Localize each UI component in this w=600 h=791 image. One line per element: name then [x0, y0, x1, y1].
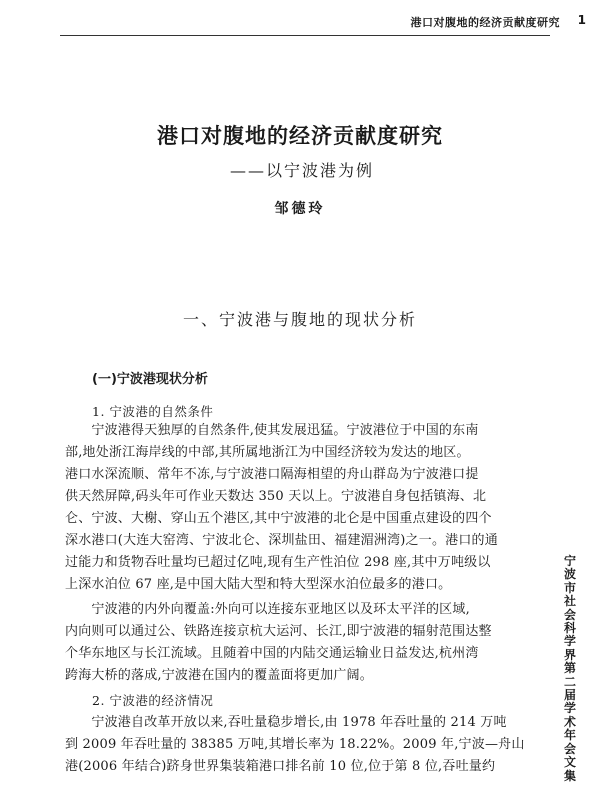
paragraph-line: 内向则可以通过公、铁路连接京杭大运河、长江,即宁波港的辐射范围达整 — [65, 624, 492, 639]
paragraph-line: 部,地处浙江海岸线的中部,其所属地浙江为中国经济较为发达的地区。 — [65, 445, 470, 460]
item-heading-economic-conditions: 2. 宁波港的经济情况 — [92, 693, 214, 708]
paragraph-line: 宁波港的内外向覆盖:外向可以连接东亚地区以及环太平洋的区域, — [65, 602, 470, 617]
header-divider — [60, 35, 550, 36]
paragraph-line: 跨海大桥的落成,宁波港在国内的覆盖面将更加广阔。 — [65, 668, 373, 683]
article-subtitle: ——以宁波港为例 — [230, 161, 375, 180]
paragraph-line: 供天然屏障,码头年可作业天数达 350 天以上。宁波港自身包括镇海、北 — [65, 489, 487, 504]
subsection-heading: (一)宁波港现状分析 — [92, 372, 208, 387]
article-title: 港口对腹地的经济贡献度研究 — [157, 123, 443, 148]
paragraph-line: 港口水深流顺、常年不冻,与宁波港口隔海相望的舟山群岛为宁波港口提 — [65, 467, 479, 482]
author-name: 邹德玲 — [274, 201, 326, 217]
paragraph-coverage — [65, 599, 545, 687]
paragraph-line: 港(2006 年结合)跻身世界集装箱港口排名前 10 位,位于第 8 位,吞吐量约 — [65, 759, 496, 774]
item-heading-natural-conditions: 1. 宁波港的自然条件 — [92, 404, 214, 419]
paragraph-line: 深水港口(大连大窑湾、宁波北仑、深圳盐田、福建湄洲湾)之一。港口的通 — [65, 533, 498, 548]
paragraph-natural-conditions — [65, 420, 545, 596]
paragraph-line: 宁波港自改革开放以来,吞吐量稳步增长,由 1978 年吞吐量的 214 万吨 — [65, 715, 507, 730]
paragraph-line: 仑、宁波、大榭、穿山五个港区,其中宁波港的北仑是中国重点建设的四个 — [65, 511, 492, 526]
paragraph-economic-conditions — [65, 712, 545, 778]
paragraph-line: 上深水泊位 67 座,是中国大陆大型和特大型深水泊位最多的港口。 — [65, 577, 452, 592]
paragraph-line: 个华东地区与长江流域。且随着中国的内陆交通运输业日益发达,杭州湾 — [65, 646, 479, 661]
paragraph-line: 过能力和货物吞吐量均已超过亿吨,现有生产性泊位 298 座,其中万吨级以 — [65, 555, 491, 570]
page-number: 1 — [577, 13, 586, 27]
section-heading: 一、宁波港与腹地的现状分析 — [182, 310, 417, 329]
paragraph-line: 宁波港得天独厚的自然条件,使其发展迅猛。宁波港位于中国的东南 — [65, 423, 479, 438]
paragraph-line: 到 2009 年吞吐量的 38385 万吨,其增长率为 18.22%。2009 年,宁波—舟山 — [65, 737, 525, 752]
running-header: 港口对腹地的经济贡献度研究 — [410, 16, 560, 29]
side-note-vertical: 宁波市社会科学界第二届学术年会文集 — [563, 554, 576, 783]
